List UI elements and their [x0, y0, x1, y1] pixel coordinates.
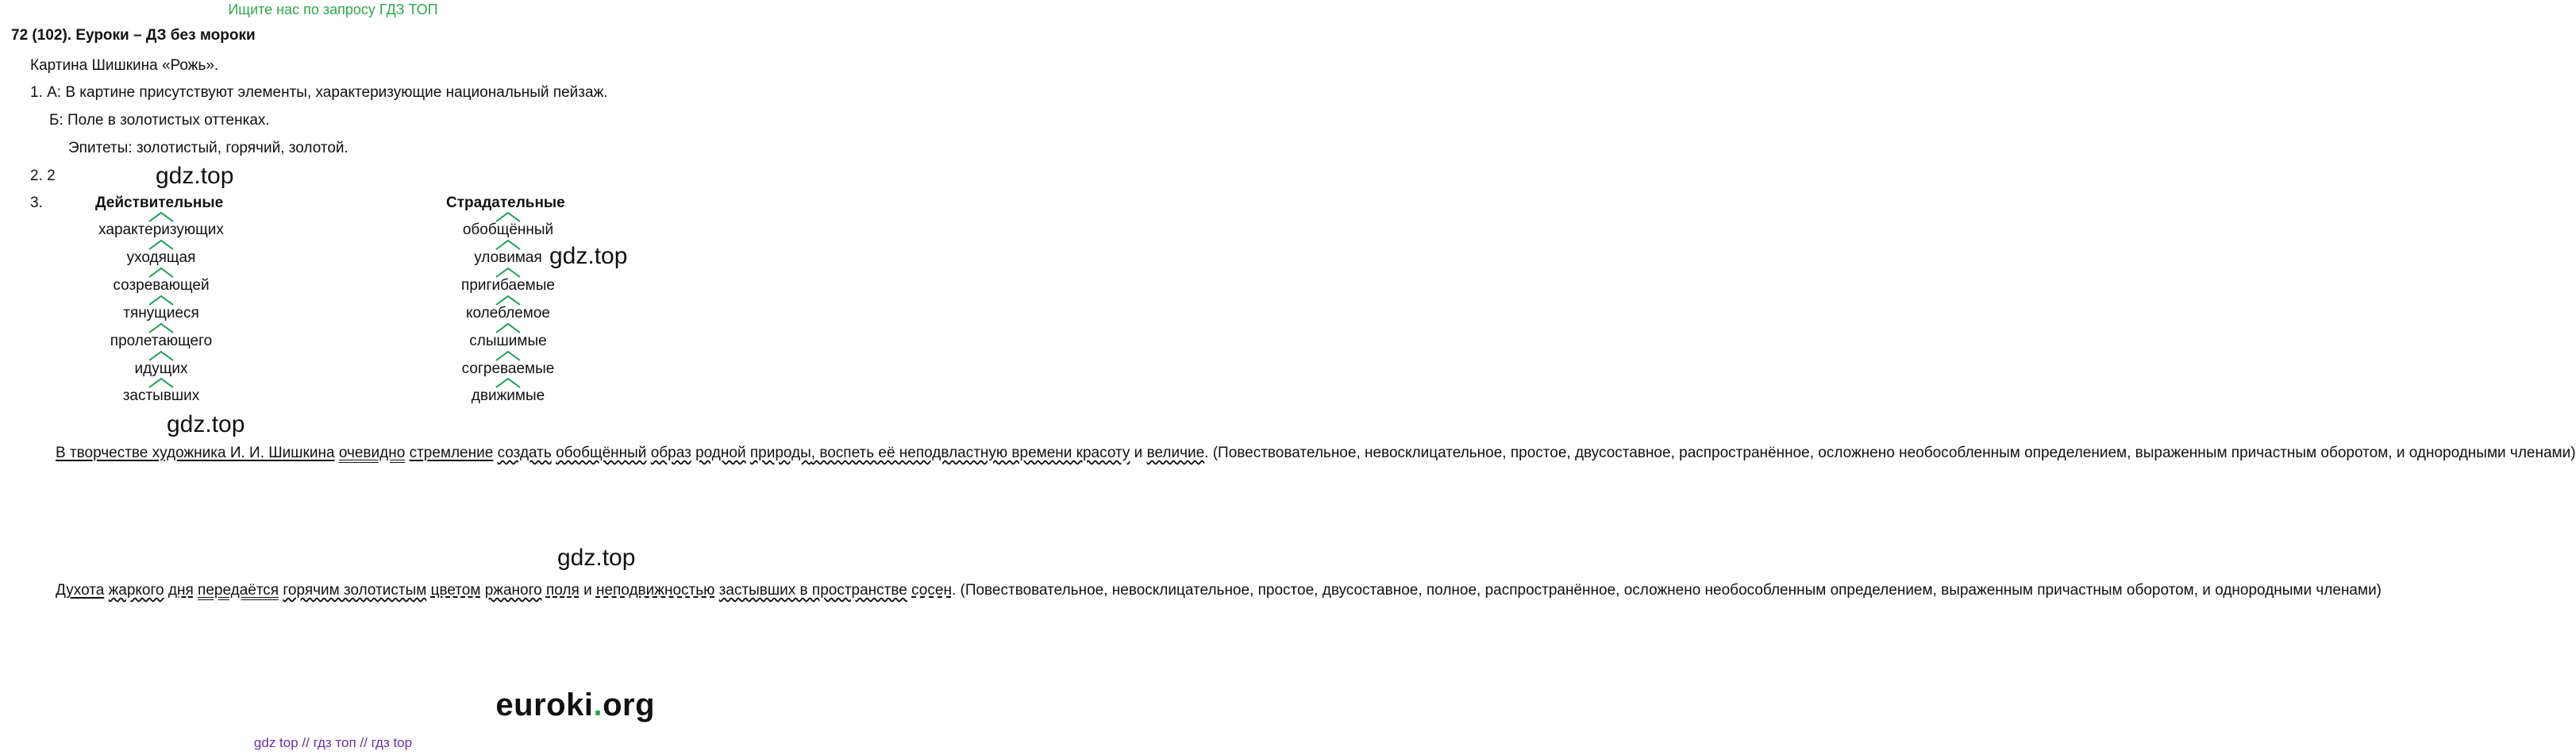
- participle-word: согреваемые: [461, 360, 555, 377]
- suffix-arc-icon: [148, 350, 175, 361]
- suffix-arc-icon: [495, 267, 522, 278]
- intro-line: Картина Шишкина «Рожь».: [30, 57, 219, 74]
- participle-word: тянущиеся: [123, 305, 199, 322]
- participle-word: уходящая: [126, 249, 196, 266]
- participle-word: уловимая: [474, 249, 542, 266]
- participle-word: пролетающего: [110, 333, 213, 349]
- item-1b: Б: Поле в золотистых оттенках.: [49, 112, 270, 129]
- active-participle: [66, 333, 256, 350]
- suffix-arc-icon: [148, 211, 175, 222]
- footer-links: gdz top // гдз топ // гдз top: [253, 735, 413, 750]
- subject-word: стремление: [409, 445, 494, 461]
- plain-text: и: [1130, 445, 1147, 461]
- attribute-word: величие: [1146, 445, 1205, 461]
- participle-word: слышимые: [469, 333, 547, 349]
- suffix-arc-icon: [495, 322, 522, 333]
- participle-word: характеризующих: [98, 221, 224, 238]
- suffix-arc-icon: [148, 377, 175, 388]
- attribute-word: природы: [749, 445, 811, 461]
- attribute-phrase: застывших в пространстве: [718, 582, 907, 599]
- object-word: поля: [545, 582, 580, 599]
- item-1a: 1. А: В картине присутствуют элементы, характеризующие национальный пейзаж.: [30, 84, 608, 101]
- participle-word: обобщённый: [462, 221, 554, 238]
- object-word: дня: [167, 582, 194, 599]
- object-word: неподвижностью: [595, 582, 715, 599]
- euroki-logo: [495, 688, 655, 723]
- predicate-word: передаётся: [198, 582, 279, 599]
- passive-participle: [413, 333, 603, 350]
- suffix-arc-icon: [148, 267, 175, 278]
- attribute-phrase: , воспеть её неподвластную времени красоту: [811, 445, 1130, 461]
- suffix-arc-icon: [495, 377, 522, 388]
- item-2: 2. 2: [30, 168, 56, 184]
- attribute-word: образ: [650, 445, 691, 461]
- attribute-word: обобщённый: [556, 445, 647, 461]
- attribute-word: родной: [695, 445, 746, 461]
- object-word: цветом: [430, 582, 481, 599]
- active-participle: [66, 277, 256, 295]
- watermark-3: gdz.top: [167, 411, 245, 437]
- passive-participle: [413, 249, 603, 267]
- column-header-passive: Страдательные: [446, 195, 565, 211]
- subject-word: Духота: [56, 582, 105, 599]
- participle-word: идущих: [134, 360, 188, 377]
- participle-word: застывших: [122, 387, 200, 404]
- object-word: сосен: [911, 582, 952, 599]
- active-participle: [66, 249, 256, 267]
- suffix-arc-icon: [148, 295, 175, 306]
- participle-word: созревающей: [113, 277, 210, 294]
- suffix-arc-icon: [148, 322, 175, 333]
- item-1c: Эпитеты: золотистый, горячий, золотой.: [68, 140, 348, 156]
- passive-participle: [413, 305, 603, 322]
- plain-text: . (Повествовательное, невосклицательное, простое, двусоставное, полное, распространённое, осложнено необособленным определением, выраженным причастным оборотом, и однородными членами): [951, 582, 2382, 599]
- participle-word: колеблемое: [466, 305, 550, 322]
- page-title: 72 (102). Еуроки – ДЗ без мороки: [11, 27, 256, 44]
- passive-participle: [413, 387, 603, 405]
- watermark-4: gdz.top: [557, 545, 636, 571]
- passive-participle: [413, 360, 603, 378]
- attribute-word: создать: [497, 445, 552, 461]
- plain-text: и: [579, 582, 596, 599]
- column-header-active: Действительные: [95, 195, 224, 211]
- logo-dot: .: [593, 688, 603, 722]
- suffix-arc-icon: [495, 295, 522, 306]
- subject-group: В творчестве художника И. И. Шишкина: [56, 445, 335, 461]
- active-participle: [66, 360, 256, 378]
- passive-participle: [413, 277, 603, 295]
- attribute-word: ржаного: [484, 582, 542, 599]
- plain-text: . (Повествовательное, невосклицательное, простое, двусоставное, распространённое, осложнено необособленным определением, выраженным причастным оборотом, и однородными членами): [1204, 445, 2576, 461]
- item-3-number: 3.: [30, 195, 43, 211]
- passive-participle: [413, 221, 603, 239]
- logo-text: euroki: [495, 688, 594, 722]
- suffix-arc-icon: [495, 239, 522, 250]
- paragraph-1: [11, 439, 2576, 467]
- participle-word: движимые: [471, 387, 545, 404]
- active-participle: [66, 305, 256, 322]
- predicate-word: очевидно: [338, 445, 406, 461]
- top-banner: Ищите нас по запросу ГДЗ ТОП: [228, 2, 438, 17]
- paragraph-2: [11, 576, 2382, 604]
- participle-word: пригибаемые: [461, 277, 555, 294]
- watermark-1: gdz.top: [156, 163, 234, 189]
- suffix-arc-icon: [495, 350, 522, 361]
- active-participle: [66, 221, 256, 239]
- logo-text: org: [603, 688, 655, 722]
- watermark-2: gdz.top: [549, 243, 628, 269]
- active-participle: [66, 387, 256, 405]
- suffix-arc-icon: [148, 239, 175, 250]
- suffix-arc-icon: [495, 211, 522, 222]
- attribute-word: жаркого: [108, 582, 164, 599]
- attribute-words: горячим золотистым: [283, 582, 427, 599]
